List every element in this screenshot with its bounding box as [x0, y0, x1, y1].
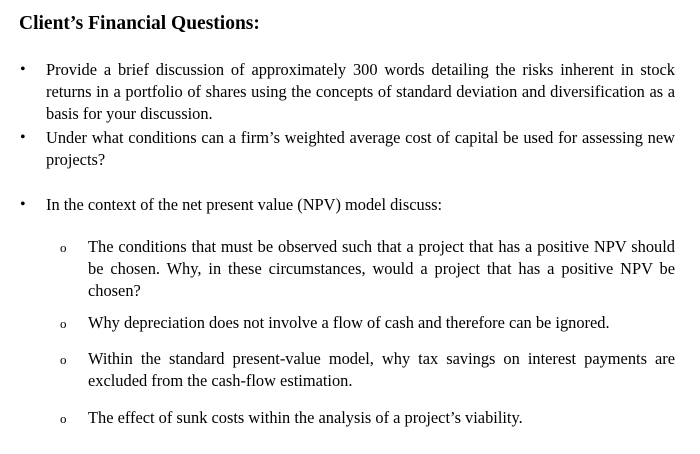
subpoint-item [60, 236, 675, 302]
bullet-icon: • [20, 61, 26, 78]
question-text: In the context of the net present value (NPV) model discuss: [46, 195, 443, 214]
question-item [20, 194, 675, 216]
subpoint-text: Why depreciation does not involve a flow of cash and therefore can be ignored. [88, 313, 610, 332]
subpoint-item [60, 407, 675, 429]
question-text: Under what conditions can a firm’s weighted average cost of capital be used for assessing new projects? [46, 128, 675, 169]
subpoint-text: Within the standard present-value model, why tax savings on interest payments are excluded from the cash-flow estimation. [88, 349, 675, 390]
document-title: Client’s Financial Questions: [19, 13, 260, 34]
question-text: Provide a brief discussion of approximately 300 words detailing the risks inherent in stock returns in a portfolio of shares using the concepts of standard deviation and diversification as a basis for your discussion. [46, 60, 675, 123]
circle-bullet-icon: o [60, 240, 67, 255]
circle-bullet-icon: o [60, 352, 67, 367]
question-item [20, 127, 675, 171]
subpoint-item [60, 312, 675, 334]
subpoint-text: The conditions that must be observed such that a project that has a positive NPV should be chosen. Why, in these circumstances, would a project that has a positive NPV be chosen? [88, 237, 675, 300]
bullet-icon: • [20, 196, 26, 213]
bullet-icon: • [20, 129, 26, 146]
subpoint-text: The effect of sunk costs within the analysis of a project’s viability. [88, 408, 523, 427]
subpoint-item [60, 348, 675, 392]
circle-bullet-icon: o [60, 316, 67, 331]
question-item [20, 59, 675, 125]
circle-bullet-icon: o [60, 411, 67, 426]
